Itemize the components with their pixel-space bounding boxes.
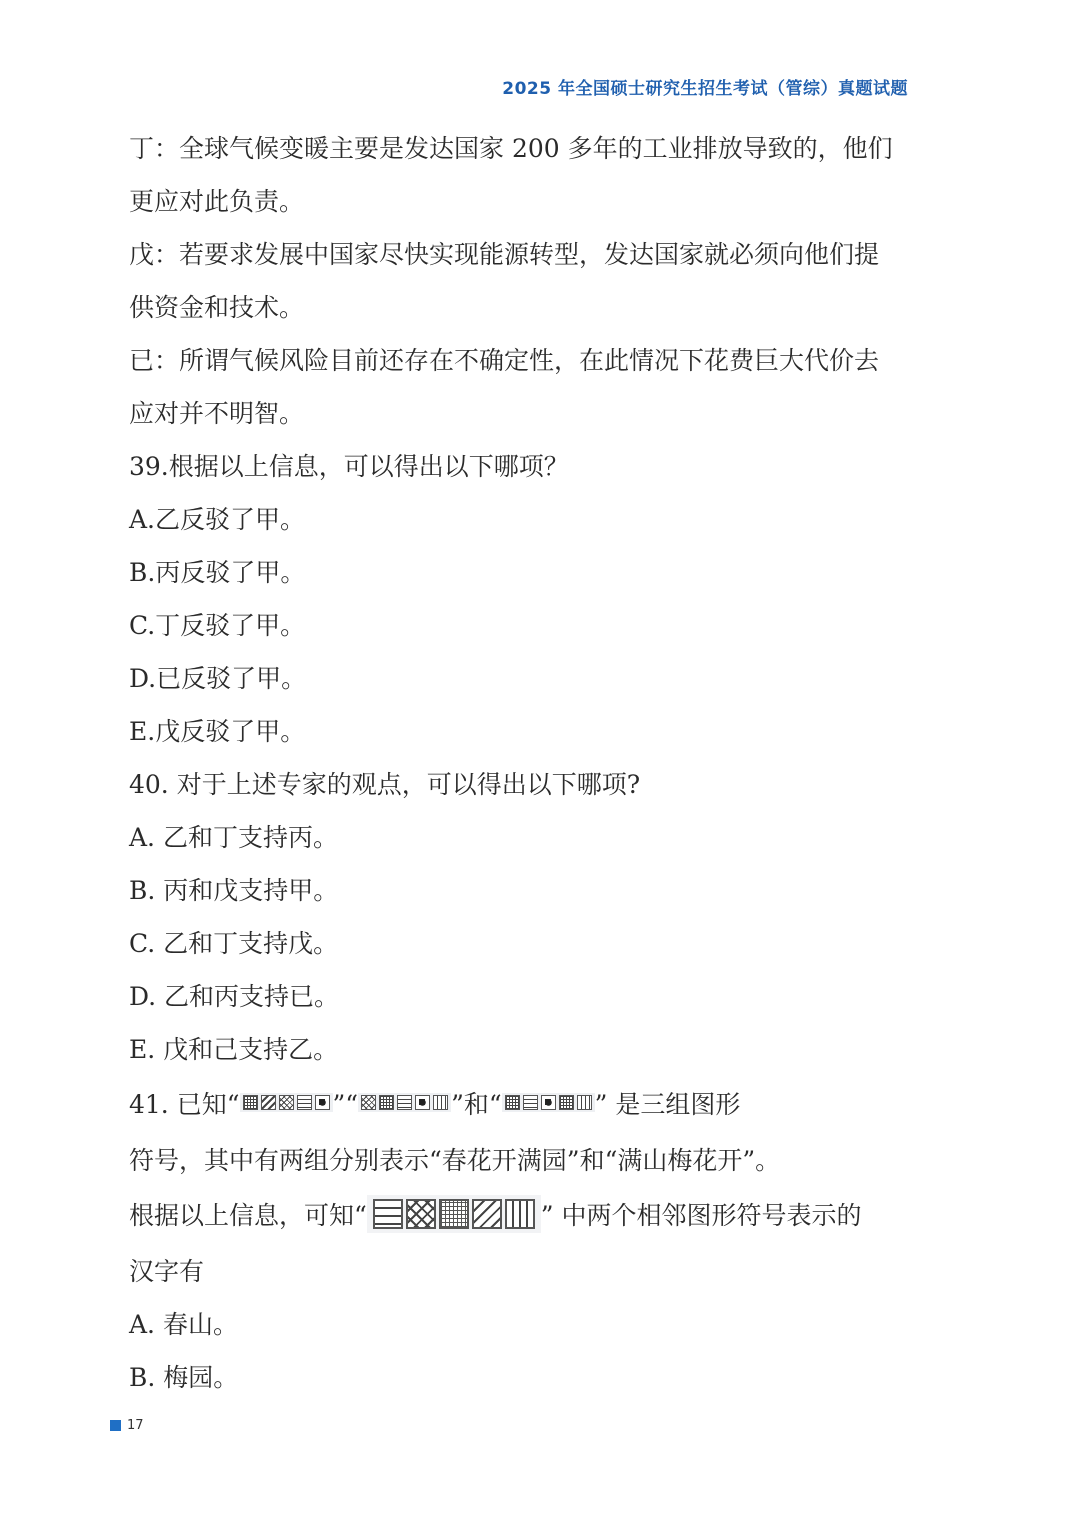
symbol-group-1 bbox=[240, 1093, 333, 1112]
q40-option-d: D. 乙和丙支持已。 bbox=[129, 982, 340, 1011]
vlines-pattern-icon bbox=[577, 1095, 592, 1110]
page-footer bbox=[110, 1418, 144, 1433]
cross-pattern-icon bbox=[279, 1095, 294, 1110]
statement-ding-line2: 更应对此负责。 bbox=[129, 187, 305, 216]
q41-line3-tail: ” 中两个相邻图形符号表示的 bbox=[540, 1201, 862, 1230]
hlines-pattern-icon bbox=[297, 1095, 312, 1110]
diag-pattern-icon bbox=[261, 1095, 276, 1110]
symbol-group-2 bbox=[358, 1093, 451, 1112]
vlines-pattern-icon bbox=[433, 1095, 448, 1110]
q41-option-b: B. 梅园。 bbox=[129, 1363, 239, 1392]
q40-option-b: B. 丙和戊支持甲。 bbox=[129, 876, 339, 905]
q41-stem-line1 bbox=[129, 1076, 959, 1134]
q41-stem-line4: 汉字有 bbox=[129, 1257, 205, 1286]
statement-ding-line1: 丁：全球气候变暖主要是发达国家 200 多年的工业排放导致的，他们 bbox=[129, 134, 893, 163]
symbol-group-3 bbox=[502, 1093, 595, 1112]
q41-line3-lead: 根据以上信息，可知“ bbox=[129, 1201, 367, 1230]
hlines-pattern-icon bbox=[397, 1095, 412, 1110]
grid-pattern-icon bbox=[439, 1199, 469, 1229]
symbol-group-query bbox=[367, 1195, 541, 1233]
hlines-pattern-icon bbox=[373, 1199, 403, 1229]
page-marker-icon bbox=[110, 1420, 121, 1431]
q40-stem: 40. 对于上述专家的观点，可以得出以下哪项? bbox=[129, 770, 641, 799]
hlines-pattern-icon bbox=[523, 1095, 538, 1110]
q41-tail-text: ” 是三组图形 bbox=[594, 1090, 741, 1119]
q40-option-e: E. 戊和己支持乙。 bbox=[129, 1035, 339, 1064]
statement-ji-line2: 应对并不明智。 bbox=[129, 399, 305, 428]
diag-pattern-icon bbox=[472, 1199, 502, 1229]
q39-option-c: C.丁反驳了甲。 bbox=[129, 611, 306, 640]
cross-pattern-icon bbox=[406, 1199, 436, 1229]
q41-lead-text: 41. 已知“ bbox=[129, 1090, 240, 1119]
dot-pattern-icon bbox=[415, 1095, 430, 1110]
q41-stem-line3 bbox=[129, 1187, 959, 1245]
statement-ji-line1: 已：所谓气候风险目前还存在不确定性，在此情况下花费巨大代价去 bbox=[129, 346, 880, 375]
statement-wu-line1: 戊：若要求发展中国家尽快实现能源转型，发达国家就必须向他们提 bbox=[129, 240, 880, 269]
grid-pattern-icon bbox=[505, 1095, 520, 1110]
q41-stem-line2: 符号，其中有两组分别表示“春花开满园”和“满山梅花开”。 bbox=[129, 1146, 781, 1175]
q40-option-c: C. 乙和丁支持戊。 bbox=[129, 929, 339, 958]
grid-pattern-icon bbox=[243, 1095, 258, 1110]
q41-option-a: A. 春山。 bbox=[129, 1310, 238, 1339]
q41-separator-2: ”和“ bbox=[451, 1090, 502, 1119]
q39-option-d: D.已反驳了甲。 bbox=[129, 664, 307, 693]
page-number: 17 bbox=[127, 1418, 144, 1433]
q39-option-b: B.丙反驳了甲。 bbox=[129, 558, 306, 587]
question-content bbox=[129, 122, 959, 1404]
grid-pattern-icon bbox=[379, 1095, 394, 1110]
grid-pattern-icon bbox=[559, 1095, 574, 1110]
q41-separator-1: ”“ bbox=[332, 1090, 359, 1119]
statement-wu-line2: 供资金和技术。 bbox=[129, 293, 305, 322]
q40-option-a: A. 乙和丁支持丙。 bbox=[129, 823, 338, 852]
dot-pattern-icon bbox=[541, 1095, 556, 1110]
q39-stem: 39.根据以上信息，可以得出以下哪项？ bbox=[129, 452, 569, 481]
q39-option-e: E.戊反驳了甲。 bbox=[129, 717, 306, 746]
dot-pattern-icon bbox=[315, 1095, 330, 1110]
cross-pattern-icon bbox=[361, 1095, 376, 1110]
vlines-pattern-icon bbox=[505, 1199, 535, 1229]
q39-option-a: A.乙反驳了甲。 bbox=[129, 505, 306, 534]
page-header-title: 2025 年全国硕士研究生招生考试（管综）真题试题 bbox=[502, 79, 908, 99]
